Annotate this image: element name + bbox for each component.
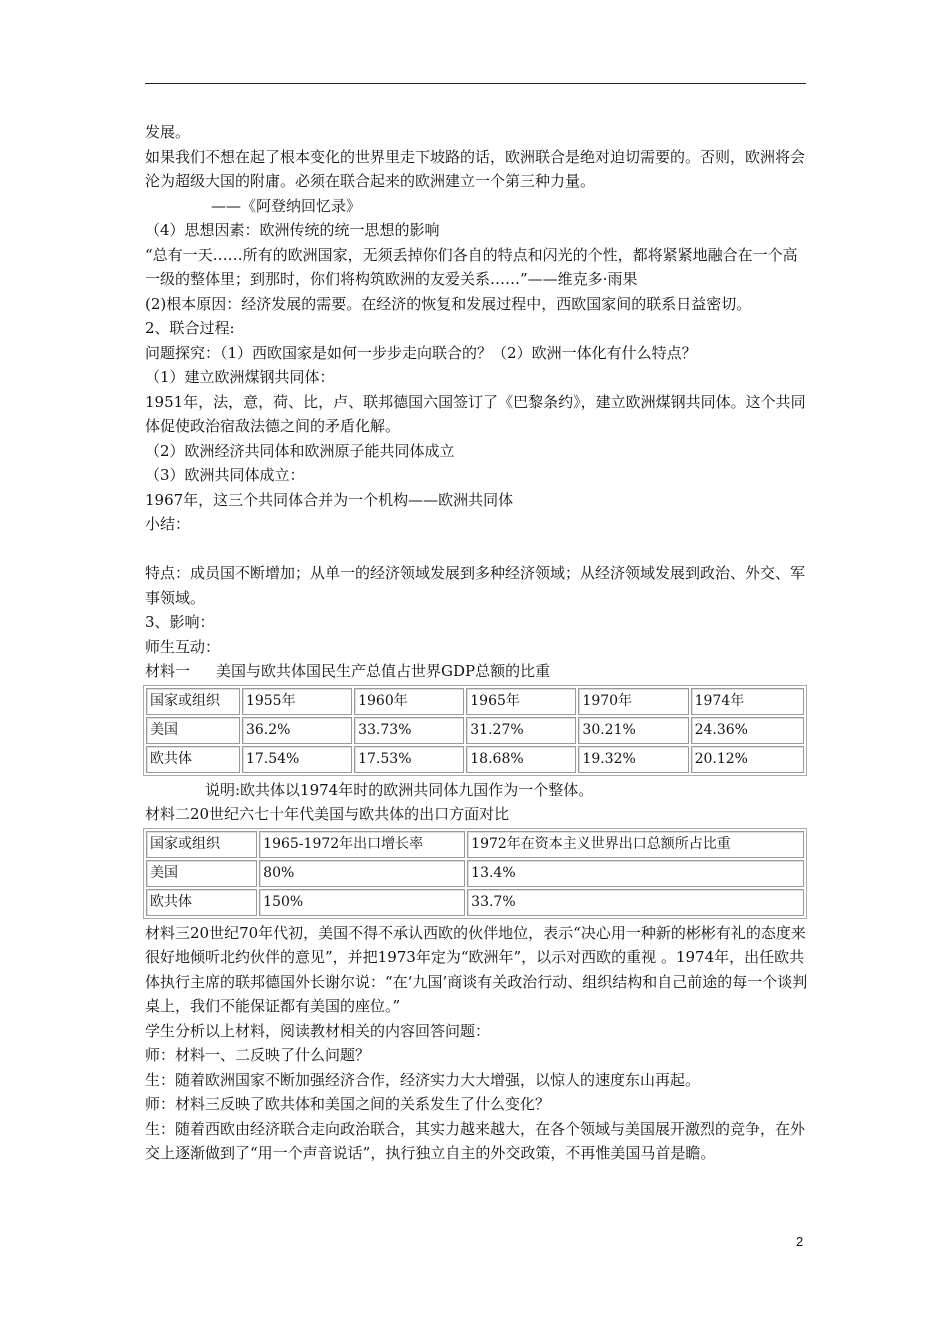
paragraph: 问题探究：（1）西欧国家是如何一步步走向联合的？（2）欧洲一体化有什么特点？: [145, 343, 697, 362]
table-row: [146, 746, 804, 773]
table-cell: 国家或组织: [146, 831, 257, 858]
table-cell: 17.53%: [354, 746, 464, 773]
material2-title: 材料二20世纪六七十年代美国与欧共体的出口方面对比: [145, 805, 510, 823]
table-row: [146, 889, 804, 916]
table-header-row: [146, 831, 804, 858]
table-cell: 1965年: [466, 688, 576, 715]
page-number: 2: [796, 1234, 804, 1249]
paragraph: 1951年，法，意，荷、比，卢、联邦德国六国签订了《巴黎条约》，建立欧洲煤钢共同体。这个共同体促使政治宿敌法德之间的矛盾化解。: [145, 392, 806, 435]
paragraph: 如果我们不想在起了根本变化的世界里走下坡路的话，欧洲联合是绝对迫切需要的。否则，欧洲将会沦为超级大国的附庸。必须在联合起来的欧洲建立一个第三种力量。: [145, 147, 806, 190]
material1-note: 说明:欧共体以1974年时的欧洲共同体九国作为一个整体。: [205, 780, 594, 799]
table-cell: 13.4%: [467, 860, 804, 887]
paragraph: （4）思想因素：欧洲传统的统一思想的影响: [145, 221, 440, 239]
paragraph: （1）建立欧洲煤钢共同体：: [145, 368, 335, 386]
table-cell: 1955年: [242, 688, 352, 715]
paragraph: “总有一天……所有的欧洲国家，无须丢掉你们各自的特点和闪光的个性，都将紧紧地融合在一个高一级的整体里；到那时，你们将构筑欧洲的友爱关系……”——维克多·雨果: [145, 245, 798, 288]
material1-caption: 美国与欧共体国民生产总值占世界GDP总额的比重: [216, 662, 551, 680]
paragraph: 发展。: [145, 123, 191, 141]
table-cell: 80%: [259, 860, 465, 887]
table-cell: 17.54%: [242, 746, 352, 773]
table-cell: 国家或组织: [146, 688, 240, 715]
table-cell: 36.2%: [242, 717, 352, 744]
table-cell: 1965-1972年出口增长率: [259, 831, 465, 858]
paragraph: 小结：: [145, 515, 191, 533]
table-cell: 1972年在资本主义世界出口总额所占比重: [467, 831, 804, 858]
paragraph: 生：随着西欧由经济联合走向政治联合，其实力越来越大，在各个领域与美国展开激烈的竞争，在外交上逐渐做到了“用一个声音说话”，执行独立自主的外交政策，不再惟美国马首是瞻。: [145, 1119, 806, 1162]
table-row: [146, 860, 804, 887]
table-row: [146, 717, 804, 744]
paragraph: 师：材料三反映了欧共体和美国之间的关系发生了什么变化？: [145, 1095, 551, 1113]
header-rule: [145, 83, 806, 84]
table-cell: 美国: [146, 860, 257, 887]
table-cell: 19.32%: [578, 746, 688, 773]
table-cell: 20.12%: [691, 746, 804, 773]
paragraph: （2）欧洲经济共同体和欧洲原子能共同体成立: [145, 441, 455, 460]
paragraph: 3、影响：: [145, 613, 215, 631]
paragraph: 材料三20世纪70年代初，美国不得不承认西欧的伙伴地位，表示“决心用一种新的彬彬有礼的态度来很好地倾听北约伙伴的意见”，并把1973年定为“欧洲年”，以示对西欧的重视 。1974年，出任欧共体执行主席的联邦德国外长谢尔说：“在‘九国’商谈有关政治行动、组织结构和自己前途的每一个谈判桌上，我们不能保证都有美国的座位。”: [145, 923, 808, 1015]
paragraph: 生：随着欧洲国家不断加强经济合作，经济实力大大增强，以惊人的速度东山再起。: [145, 1070, 701, 1089]
paragraph: 特点：成员国不断增加；从单一的经济领域发展到多种经济领域；从经济领域发展到政治、外交、军事领域。: [145, 564, 806, 607]
paragraph: 学生分析以上材料，阅读教材相关的内容回答问题：: [145, 1021, 491, 1040]
paragraph: (2)根本原因：经济发展的需要。在经济的恢复和发展过程中，西欧国家间的联系日益密切。: [145, 294, 752, 313]
table-cell: 1970年: [578, 688, 688, 715]
material1-title: [145, 659, 809, 684]
table-cell: 欧共体: [146, 889, 257, 916]
table-cell: 30.21%: [578, 717, 688, 744]
table-cell: 18.68%: [466, 746, 576, 773]
quote-signature: ——《阿登纳回忆录》: [211, 196, 362, 215]
table-cell: 欧共体: [146, 746, 240, 773]
paragraph: 师：材料一、二反映了什么问题？: [145, 1046, 371, 1064]
table-cell: 33.7%: [467, 889, 804, 916]
paragraph: 2、联合过程:: [145, 319, 235, 337]
blank-line: [145, 537, 809, 562]
table-cell: 1960年: [354, 688, 464, 715]
table-cell: 150%: [259, 889, 465, 916]
table-cell: 美国: [146, 717, 240, 744]
table-cell: 24.36%: [691, 717, 804, 744]
paragraph: 师生互动：: [145, 637, 221, 656]
paragraph: 1967年，这三个共同体合并为一个机构——欧洲共同体: [145, 490, 514, 509]
table-cell: 33.73%: [354, 717, 464, 744]
material1-label: 材料一: [145, 662, 191, 680]
export-comparison-table: [143, 828, 807, 919]
document-body: [145, 120, 809, 1166]
paragraph: （3）欧洲共同体成立：: [145, 466, 305, 484]
table-cell: 1974年: [691, 688, 804, 715]
table-cell: 31.27%: [466, 717, 576, 744]
gdp-share-table: [143, 685, 807, 776]
table-header-row: [146, 688, 804, 715]
